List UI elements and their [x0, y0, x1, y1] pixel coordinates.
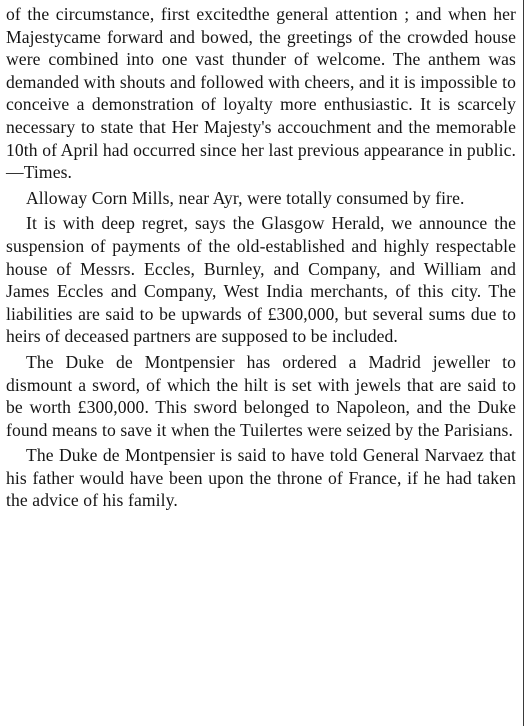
paragraph-eccles-suspension: It is with deep regret, says the Glasgow Herald, we announce the suspension of payments of the old-established and highly respectable house of Messrs. Eccles, Burnley, and Company, and William and James Eccles and Company, West India merchants, of this city. The liabilities are said to be upwards of £300,000, but several sums due to heirs of deceased partners are supposed to be included.: [6, 213, 516, 347]
paragraph-montpensier-sword: The Duke de Montpensier has ordered a Madrid jeweller to dismount a sword, of which the hilt is set with jewels that are said to be worth £300,000. This sword belonged to Napoleon, and the Duke found means to save it when the Tuilertes were seized by the Parisians.: [6, 351, 516, 440]
column-rule: [523, 0, 524, 726]
paragraph-montpensier-narvaez: The Duke de Montpensier is said to have told General Narvaez that his father would have been upon the throne of France, if he had taken the advice of his family.: [6, 445, 516, 511]
article-column: [6, 3, 516, 512]
paragraph-queen-appearance: of the circumstance, first excitedthe general attention ; and when her Majestycame forward and bowed, the greetings of the crowded house were combined into one vast thunder of welcome. The anthem was demanded with shouts and followed with cheers, and it is impossible to conceive a demonstration of loyalty more enthusiastic. It is scarcely necessary to state that Her Majesty's accouchment and the memorable 10th of April had occurred since her last previous appearance in public.—Times.: [6, 4, 516, 183]
paragraph-alloway-mills: Alloway Corn Mills, near Ayr, were totally consumed by fire.: [26, 187, 465, 208]
